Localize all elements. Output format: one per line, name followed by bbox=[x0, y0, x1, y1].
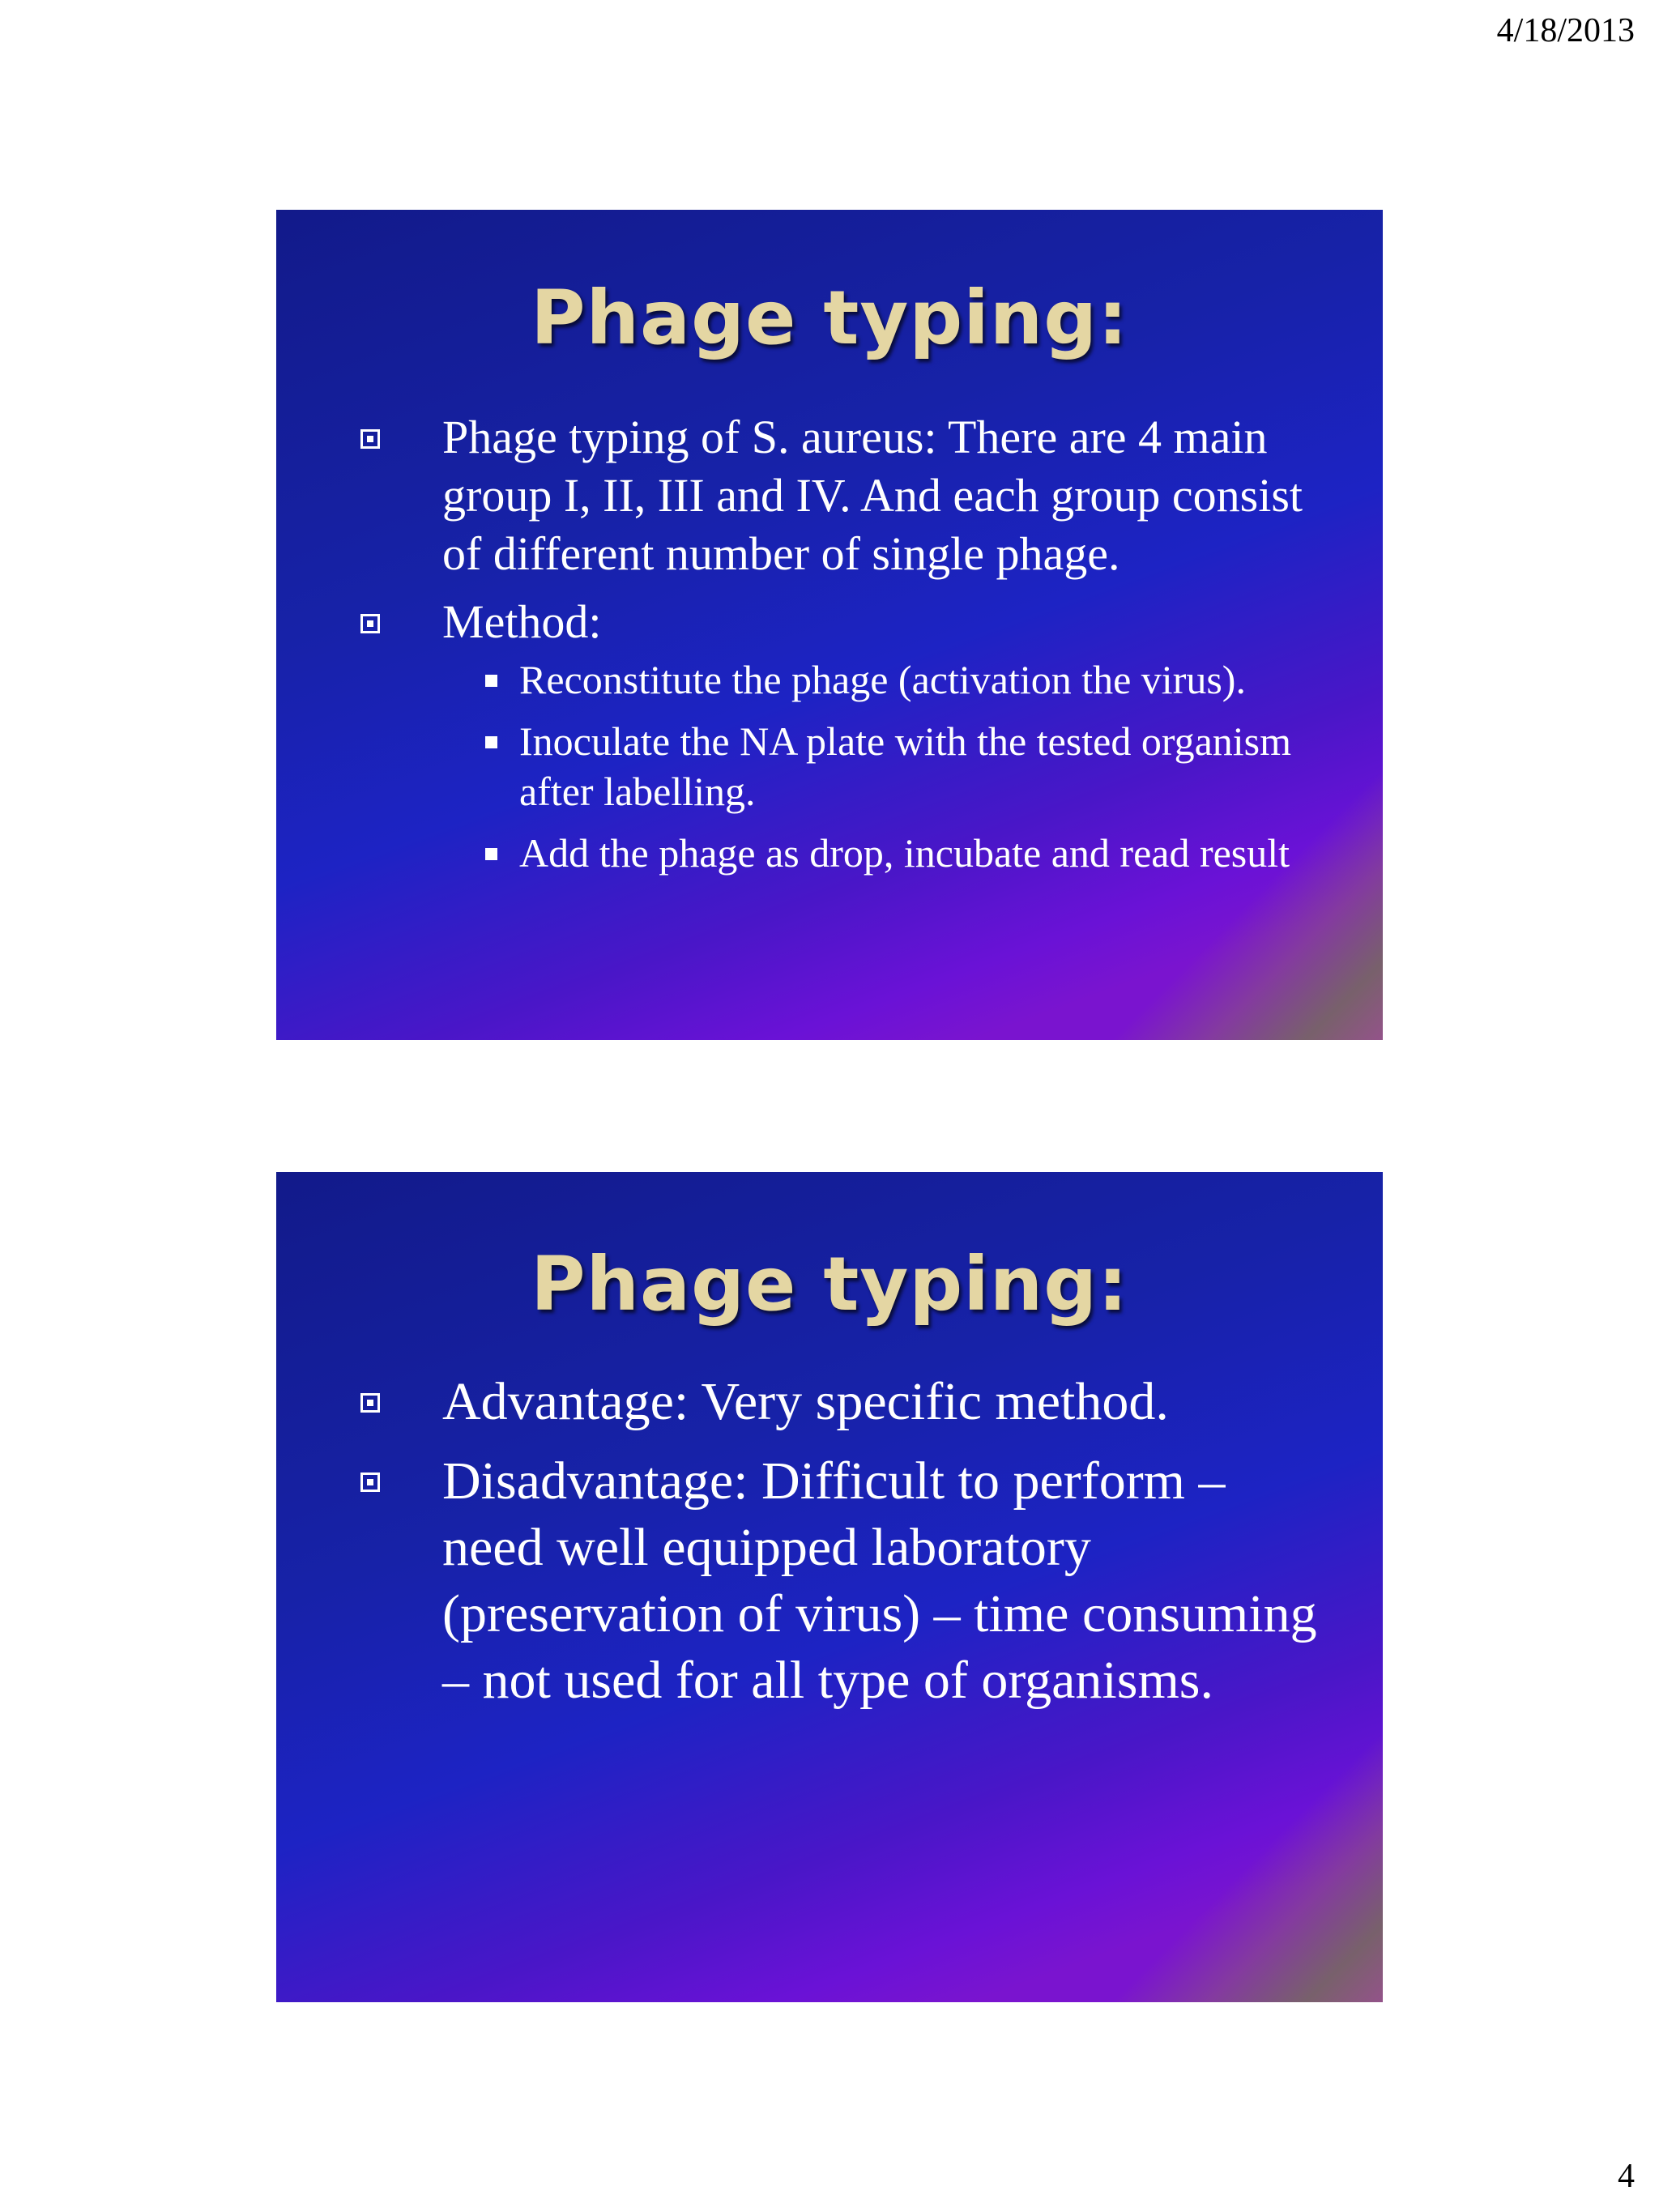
sub-bullet-text: Reconstitute the phage (activation the virus). bbox=[519, 657, 1246, 702]
sub-bullet-list bbox=[485, 654, 1318, 878]
square-bullet-icon bbox=[360, 614, 380, 633]
small-square-bullet-icon bbox=[485, 848, 497, 860]
square-bullet-icon bbox=[360, 1473, 380, 1492]
bullet-text: Phage typing of S. aureus: There are 4 main group I, II, III and IV. And each group consist of different number of single phage. bbox=[442, 411, 1303, 580]
small-square-bullet-icon bbox=[485, 736, 497, 748]
slide-title: Phage typing: bbox=[531, 275, 1128, 361]
bullet-list bbox=[357, 1369, 1318, 1727]
bullet-list bbox=[357, 408, 1318, 889]
sub-bullet-item bbox=[485, 654, 1318, 705]
small-square-bullet-icon bbox=[485, 675, 497, 687]
bullet-text: Disadvantage: Difficult to perform – need well equipped laboratory (preservation of virus) – time consuming – not used for all type of organisms. bbox=[442, 1451, 1317, 1710]
sub-bullet-item bbox=[485, 828, 1318, 878]
sub-bullet-item bbox=[485, 716, 1318, 816]
slide-1 bbox=[276, 210, 1383, 1040]
slide-2 bbox=[276, 1172, 1383, 2002]
bullet-item bbox=[357, 408, 1318, 583]
bullet-item bbox=[357, 1448, 1318, 1714]
bullet-text: Advantage: Very specific method. bbox=[442, 1372, 1169, 1431]
bullet-text: Method: bbox=[442, 595, 602, 648]
sub-bullet-text: Add the phage as drop, incubate and read result bbox=[519, 830, 1290, 876]
sub-bullet-text: Inoculate the NA plate with the tested organism after labelling. bbox=[519, 718, 1292, 814]
square-bullet-icon bbox=[360, 429, 380, 449]
page-number: 4 bbox=[1618, 2158, 1635, 2195]
slide-title: Phage typing: bbox=[531, 1241, 1128, 1328]
bullet-item bbox=[357, 593, 1318, 878]
page-date: 4/18/2013 bbox=[1496, 12, 1635, 49]
bullet-item bbox=[357, 1369, 1318, 1435]
square-bullet-icon bbox=[360, 1393, 380, 1413]
